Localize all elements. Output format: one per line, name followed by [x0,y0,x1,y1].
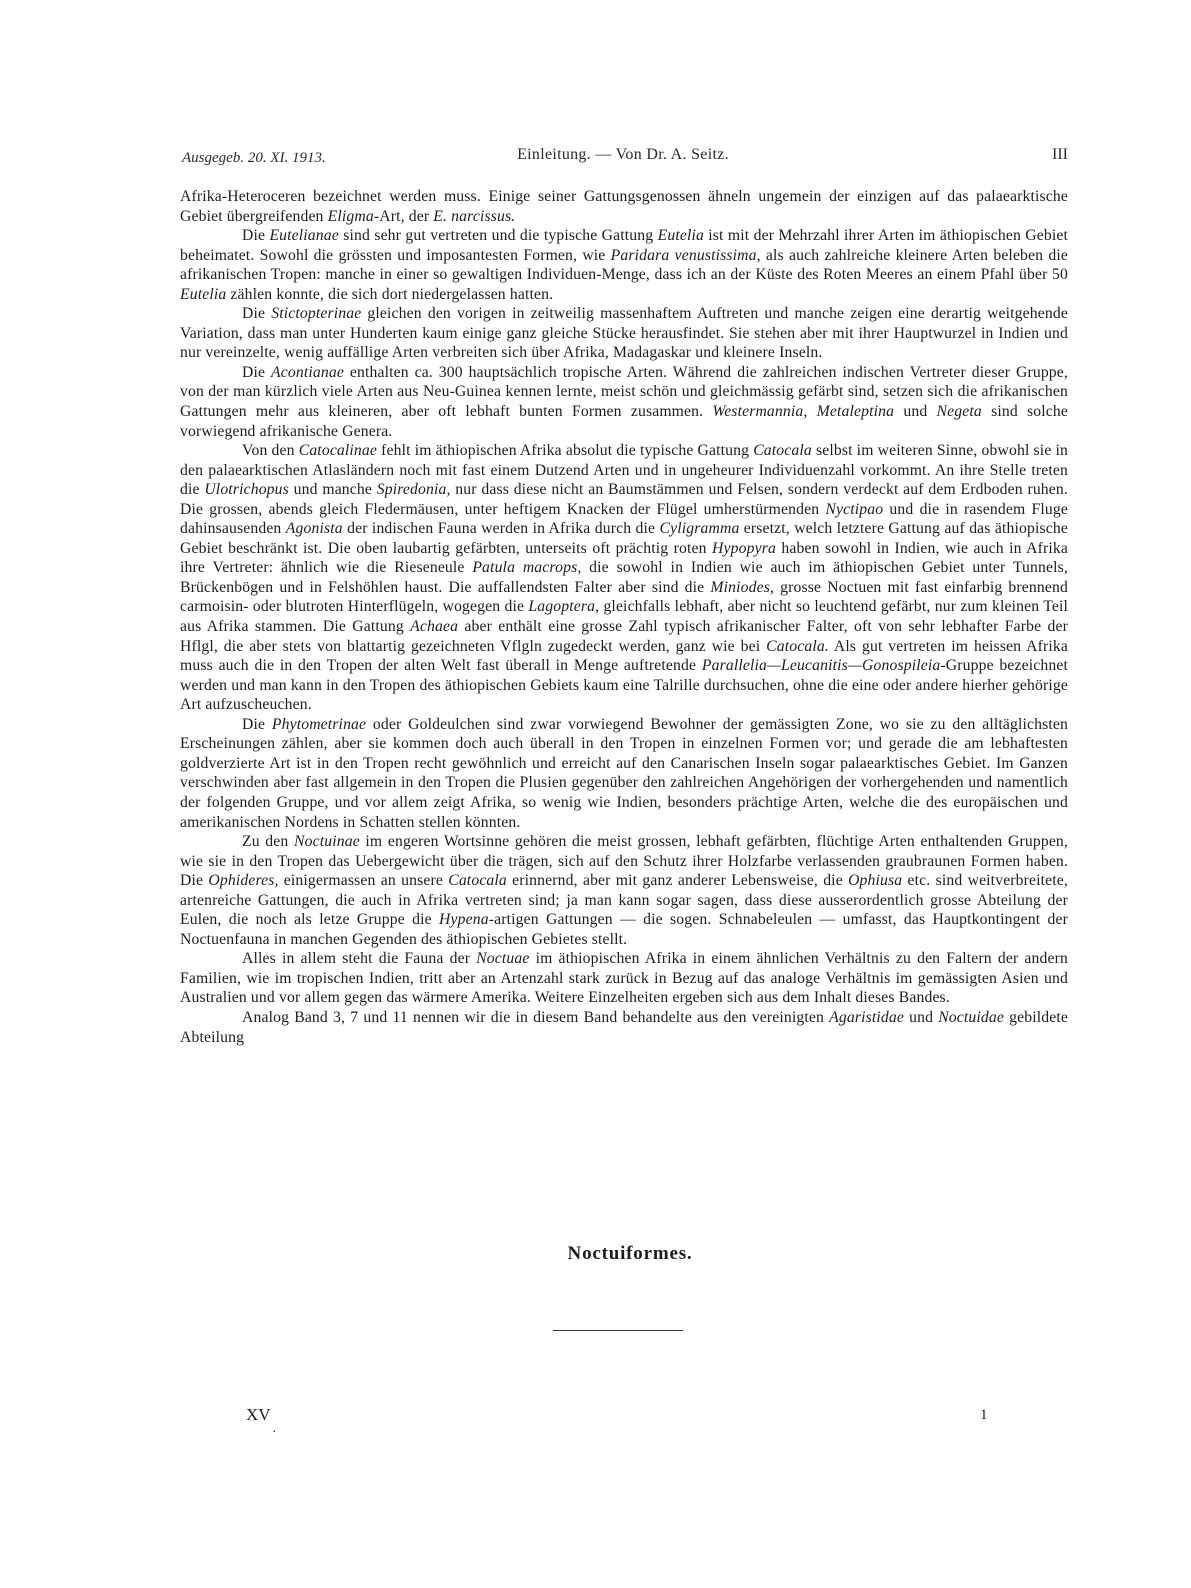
text-run: Die [242,363,271,381]
taxon-name: Noctuidae [938,1008,1005,1026]
text-run: Alles in allem steht die Fauna der [242,950,477,968]
text-run: Zu den [242,833,294,851]
text-run: oder Goldeulchen sind zwar vorwiegend Bewohner der gemässigten Zone, wo sie zu den alltäglichsten Erscheinungen zählen, aber sie kommen doch auch überall in den Tropen in einzelnen Formen vor; und gerade die am lebhaftesten goldverzierte Art ist in den Tropen recht gewöhnlich und erreicht auf den Canarischen Inseln sogar palaearktisches Gebiet. Im Ganzen verschwinden aber fast allgemein in den Tropen die Plusien gegenüber den zahlreichen Angehörigen der vorhergehenden und namentlich der folgenden Gruppe, und vor allem zeigt Afrika, so wenig wie Indien, besonders prächtige Arten, welche die des europäischen und amerikanischen Nordens in Schatten stellen könnten. [180,715,1068,831]
taxon-name: Spiredonia, [376,481,451,499]
section-title: Noctuiformes. [567,1243,693,1264]
text-run: gleichen den vorigen in zeitweilig massenhaftem Auftreten und manche zeigen eine derartig weitgehende Variation, dass man unter Hunderten kaum einige ganz gleiche Stücke herausfindet. Sie stehen aber mit ihrer Hauptwurzel in Indien und nur vereinzelte, wenig auffällige Arten verbreiten sich über Afrika, Madagaskar und kleinere Inseln. [180,305,1068,362]
text-run: erinnernd, aber mit ganz anderer Lebensweise, die [506,872,849,890]
taxon-name: Hypopyra [712,539,776,557]
taxon-name: Catocala. [766,637,829,655]
signature-mark: XV [246,1405,271,1424]
taxon-name: Noctuae [476,950,530,968]
text-run: im äthiopischen Afrika in einem ähnlichen Verhältnis zu den Faltern der andern Familien, wie im tropischen Indien, tritt aber an Artenzahl stark zurück in Bezug auf das analoge Verhältnis im gemässigten Asien und Australien und vor allem gegen das wärmere Amerika. Weitere Einzelheiten ergeben sich aus dem Inhalt dieses Bandes. [180,950,1068,1007]
taxon-name: Achaea [410,618,459,636]
paragraph [180,832,1068,949]
page-roman-numeral: III [1052,146,1068,163]
text-run: gebildete Abteilung [180,1008,1069,1046]
text-run: zählen konnte, die sich dort niedergelassen hatten. [226,285,554,303]
taxon-name: Negeta [936,403,982,421]
text-run: gleichfalls lebhaft, aber nicht so leuchtend gefärbt, nur zum kleinen Teil aus Afrika stammen. Die Gattung [180,598,1068,636]
text-run: ersetzt, welch letztere Gattung auf das äthiopische Gebiet beschränkt ist. Die oben laubartig gefärbten, unterseits oft prächtig roten [180,520,1068,557]
taxon-name: Paridara venustissima, [610,246,761,264]
taxon-name: Agaristidae [829,1008,904,1026]
text-run: -Art, der [373,207,434,225]
taxon-name: Catocalinae [298,442,378,460]
body-text [180,187,1068,1047]
text-run: der indischen Fauna werden in Afrika durch die [342,520,660,538]
taxon-name: Eutelianae [269,227,339,245]
text-run: ist mit der Mehrzahl ihrer Arten im äthiopischen Gebiet beheimatet. Sowohl die grössten und imposantesten Formen, wie [180,227,1068,264]
taxon-name: Eutelia [180,285,227,303]
taxon-name: Westermannia, Metaleptina [712,403,895,421]
text-run: Analog Band 3, 7 und 11 nennen wir die in diesem Band behandelte aus den vereinigten [242,1008,830,1026]
taxon-name: Miniodes, [710,578,775,596]
text-run: fehlt im äthiopischen Afrika absolut die typische Gattung [377,442,754,460]
text-run: haben sowohl in Indien, wie auch in Afrika ihre Vertreter: ähnlich wie die Rieseneule [180,539,1068,577]
taxon-name: E. narcissus. [433,207,516,225]
taxon-name: Eligma [327,207,374,225]
paragraph [180,226,1068,304]
paragraph [180,441,1068,715]
footer-dot: · [272,1425,277,1440]
paragraph [180,187,1068,226]
taxon-name: Noctuinae [294,833,360,851]
paragraph [180,949,1068,1008]
text-run: die sowohl in Indien wie auch im äthiopischen Gebiet unter Tunnels, Brückenbögen und in Felshöhlen haust. Die auffallendsten Falter aber sind die [180,559,1068,596]
text-run: Als gut vertreten im heissen Afrika muss auch die in den Tropen der alten Welt fast überall in Menge auftretende [180,637,1068,675]
paragraph [180,715,1068,832]
text-run: Die [242,227,270,245]
text-run: Die [242,715,272,733]
taxon-name: Ophideres, [208,872,279,890]
paragraph [180,363,1068,441]
text-run: grosse Noctuen mit fast einfarbig brennend carmoisin- oder blutroten Hinterflügeln, wogegen die [180,578,1068,616]
taxon-name: Nyctipao [825,500,884,518]
text-run: enthalten ca. 300 hauptsächlich tropische Arten. Während die zahlreichen indischen Vertreter dieser Gruppe, von der man kürzlich viele Arten aus Neu-Guinea kennen lernte, meist schön und gleichmässig gefärbt sind, setzen sich die afrikanischen Gattungen mehr aus kleineren, aber oft lebhaft bunten Formen zusammen. [180,363,1068,421]
running-title: Einleitung. — Von Dr. A. Seitz. [517,146,729,163]
taxon-name: Lagoptera, [528,598,600,616]
page-number: 1 [980,1407,988,1423]
text-run: selbst im weiteren Sinne, obwohl sie in den palaearktischen Atlasländern noch mit fast einem Dutzend Arten und in ungeheurer Individuenzahl vorkommt. An ihre Stelle treten die [180,442,1069,499]
running-header [182,146,1068,170]
taxon-name: Phytometrinae [271,715,367,733]
taxon-name: Eutelia [657,227,704,245]
issue-date: Ausgegeb. 20. XI. 1913. [182,150,326,166]
text-run: und [903,1008,939,1026]
paragraph [180,1008,1068,1047]
text-run: nur dass diese nicht an Baumstämmen und Felsen, sondern verdeckt auf dem Erdboden ruhen. Die grossen, abends gleich Fledermäusen, unter heftigem Knacken der Flügel umherstürmenden [180,481,1068,518]
taxon-name: Stictopterinae [271,305,362,323]
taxon-name: Patula macrops, [472,559,582,577]
text-run: etc. sind weitverbreitete, artenreiche Gattungen, die auch in Afrika vertreten sind; ja man kann sogar sagen, dass diese ausserordentlich grosse Abteilung der Eulen, die noch als letze Gruppe die [180,872,1068,929]
taxon-name: Catocala [753,442,812,460]
taxon-name: Ulotrichopus [204,481,289,499]
text-run: und manche [288,481,377,499]
text-run: als auch zahlreiche kleinere Arten beleben die afrikanischen Tropen: manche in einer so gewaltigen Individuen-Menge, dass ich an der Küste des Roten Meeres an einem Pfahl über 50 [180,246,1068,284]
text-run: und [894,403,937,421]
taxon-name: Agonista [285,520,343,538]
taxon-name: Parallelia—Leucanitis—Gonospileia [701,657,941,675]
text-run: -Gruppe bezeichnet werden und man kann in den Tropen des äthiopischen Gebiets kaum eine Talrille durchsuchen, ohne die eine oder andere hierher gehörige Art aufzuscheuchen. [180,657,1068,714]
section-rule [553,1330,683,1331]
text-run: und die in rasendem Fluge dahinsausenden [180,500,1069,538]
taxon-name: Ophiusa [848,872,903,890]
text-run: Die [242,305,272,323]
text-run: Afrika-Heteroceren bezeichnet werden muss. Einige seiner Gattungsgenossen ähneln ungemein der einzigen auf das palaearktische Gebiet übergreifenden [180,188,1068,225]
text-run: aber enthält eine grosse Zahl typisch afrikanischer Falter, oft von sehr lebhafter Farbe der Hflgl, die aber stets von blattartig gezeichneten Vflgln zugedeckt werden, ganz wie bei [180,618,1068,655]
text-run: einigermassen an unsere [278,872,449,890]
taxon-name: Catocala [448,872,507,890]
taxon-name: Hypena [439,911,489,929]
paragraph [180,304,1068,363]
text-run: sind sehr gut vertreten und die typische Gattung [338,227,658,245]
text-run: -artigen Gattungen — die sogen. Schnabeleulen — umfasst, das Hauptkontingent der Noctuenfauna in manchen Gegenden des äthiopischen Gebietes stellt. [180,911,1068,948]
text-run: Von den [242,442,299,460]
text-run: im engeren Wortsinne gehören die meist grossen, lebhaft gefärbten, flüchtige Arten enthaltenden Gruppen, wie sie in den Tropen das Uebergewicht über die trägen, sich auf den Schutz ihrer Holzfarbe verlassenden graubraunen Formen haben. Die [180,833,1068,890]
taxon-name: Acontianae [271,363,344,381]
taxon-name: Cyligramma [659,520,740,538]
text-run: sind solche vorwiegend afrikanische Genera. [180,403,1069,440]
